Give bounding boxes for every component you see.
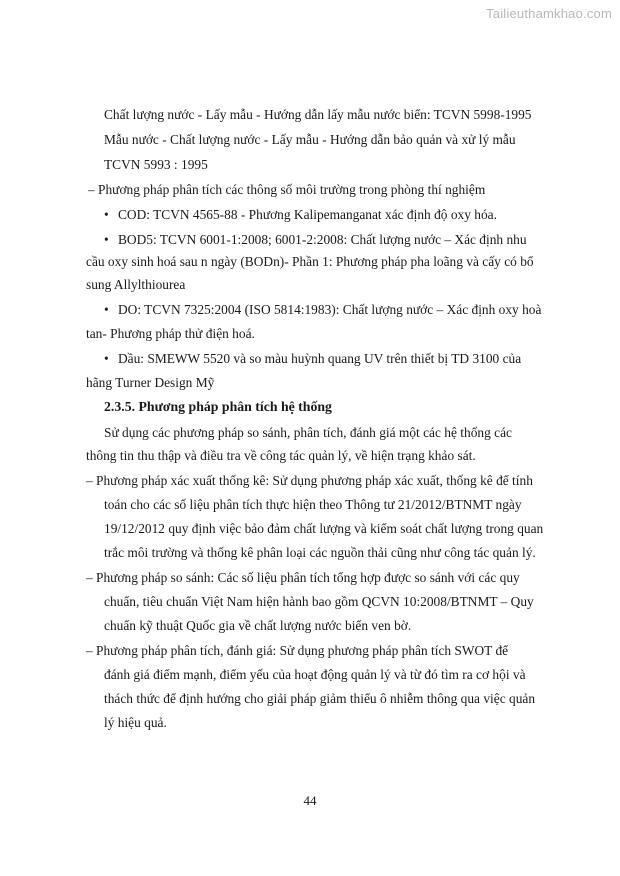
bullet-item bbox=[104, 206, 497, 224]
text-line: Chất lượng nước - Lấy mẫu - Hướng dẫn lấy mẫu nước biển: TCVN 5998-1995 bbox=[104, 107, 532, 122]
page-number: 44 bbox=[303, 793, 317, 808]
watermark-logo: Tailieuthamkhao.com bbox=[486, 6, 612, 21]
text-line: hãng Turner Design Mỹ bbox=[86, 375, 215, 390]
bullet-text: BOD5: TCVN 6001-1:2008; 6001-2:2008: Chất lượng nước – Xác định nhu bbox=[118, 232, 527, 247]
bullet-text: COD: TCVN 4565-88 - Phương Kalipemanganat xác định độ oxy hóa. bbox=[118, 207, 497, 222]
list-item: – Phương pháp phân tích, đánh giá: Sử dụng phương pháp phân tích SWOT để bbox=[86, 643, 509, 658]
list-item: – Phương pháp xác xuất thống kê: Sử dụng phương pháp xác xuất, thống kê để tính bbox=[86, 473, 533, 488]
text-line: toán cho các số liệu phân tích thực hiện theo Thông tư 21/2012/BTNMT ngày bbox=[104, 497, 522, 512]
list-item: – Phương pháp phân tích các thông số môi trường trong phòng thí nghiệm bbox=[88, 182, 486, 197]
text-line: 19/12/2012 quy định việc bảo đảm chất lượng và kiểm soát chất lượng trong quan bbox=[104, 521, 544, 536]
text-line: chuẩn, tiêu chuẩn Việt Nam hiện hành bao gồm QCVN 10:2008/BTNMT – Quy bbox=[104, 594, 534, 609]
text-line: tan- Phương pháp thử điện hoá. bbox=[86, 326, 255, 341]
list-item: – Phương pháp so sánh: Các số liệu phân tích tổng hợp được so sánh với các quy bbox=[86, 570, 520, 585]
text-line: đánh giá điểm mạnh, điểm yếu của hoạt động quản lý và từ đó tìm ra cơ hội và bbox=[104, 667, 526, 682]
bullet-item bbox=[104, 350, 521, 368]
text-line: thông tin thu thập và điều tra về công tác quản lý, về hiện trạng khảo sát. bbox=[86, 448, 476, 463]
text-line: Sử dụng các phương pháp so sánh, phân tích, đánh giá một các hệ thống các bbox=[104, 425, 512, 440]
text-line: chuẩn kỹ thuật Quốc gia về chất lượng nước biển ven bờ. bbox=[104, 618, 412, 633]
text-line: lý hiệu quả. bbox=[104, 715, 167, 730]
bullet-icon: • bbox=[104, 302, 109, 317]
bullet-item bbox=[104, 301, 541, 319]
bullet-item bbox=[104, 231, 527, 249]
bullet-icon: • bbox=[104, 351, 109, 366]
bullet-text: DO: TCVN 7325:2004 (ISO 5814:1983): Chất lượng nước – Xác định oxy hoà bbox=[118, 302, 542, 317]
text-line: trắc môi trường và thống kê phân loại các nguồn thải cũng như công tác quản lý. bbox=[104, 545, 536, 560]
text-line: thách thức để định hướng cho giải pháp giảm thiểu ô nhiễm thông qua việc quản bbox=[104, 691, 536, 706]
bullet-text: Dầu: SMEWW 5520 và so màu huỳnh quang UV trên thiết bị TD 3100 của bbox=[118, 351, 522, 366]
text-line: cầu oxy sinh hoá sau n ngày (BODn)- Phần 1: Phương pháp pha loãng và cấy có bổ bbox=[86, 254, 534, 269]
text-line: Mẫu nước - Chất lượng nước - Lấy mẫu - Hướng dẫn bảo quản và xử lý mẫu bbox=[104, 132, 516, 147]
bullet-icon: • bbox=[104, 207, 109, 222]
text-line: TCVN 5993 : 1995 bbox=[104, 157, 208, 172]
bullet-icon: • bbox=[104, 232, 109, 247]
text-line: sung Allylthiourea bbox=[86, 277, 186, 292]
section-heading: 2.3.5. Phương pháp phân tích hệ thống bbox=[104, 399, 332, 414]
